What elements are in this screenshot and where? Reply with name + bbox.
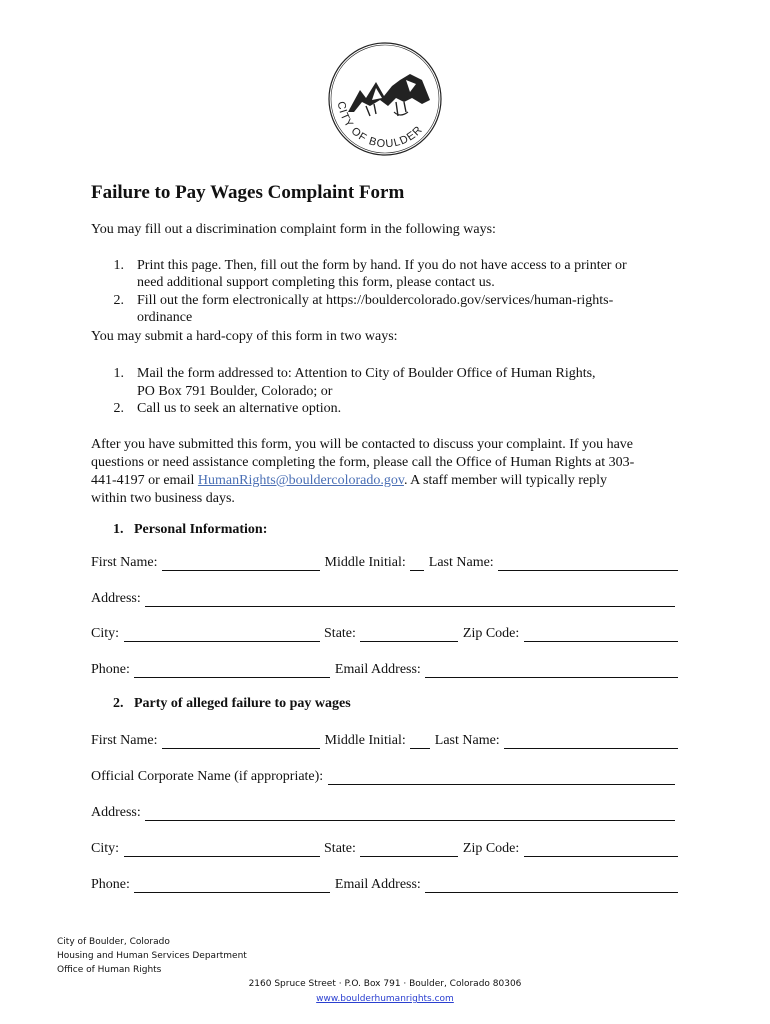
list-item: Fill out the form electronically at https://bouldercolorado.gov/services/human-rights- bbox=[137, 293, 614, 308]
s2-name-row bbox=[91, 729, 679, 749]
after-text: . A staff member will typically reply bbox=[403, 473, 608, 488]
last-name-label: Last Name: bbox=[425, 555, 498, 570]
page-title: Failure to Pay Wages Complaint Form bbox=[91, 182, 405, 203]
email-label: Email Address: bbox=[331, 662, 425, 677]
city-field[interactable] bbox=[124, 627, 320, 642]
section1-heading: 1. Personal Information: bbox=[113, 522, 268, 537]
after-text: 441-4197 or email bbox=[91, 473, 198, 488]
state-field[interactable] bbox=[360, 842, 458, 857]
phone-field[interactable] bbox=[134, 663, 330, 678]
last-name-field[interactable] bbox=[498, 556, 678, 571]
list-number: 1. bbox=[113, 366, 124, 381]
city-field[interactable] bbox=[124, 842, 320, 857]
middle-initial-label: Middle Initial: bbox=[321, 555, 410, 570]
middle-initial-field[interactable] bbox=[410, 734, 430, 749]
after-line: questions or need assistance completing the form, please call the Office of Human Rights at 303- bbox=[91, 455, 635, 470]
footer-line: Office of Human Rights bbox=[57, 965, 162, 975]
svg-text:CITY OF BOULDER: CITY OF BOULDER bbox=[334, 100, 426, 151]
s1-city-row bbox=[91, 622, 679, 642]
email-field[interactable] bbox=[425, 878, 678, 893]
city-label: City: bbox=[91, 841, 123, 856]
list-item: Mail the form addressed to: Attention to City of Boulder Office of Human Rights, bbox=[137, 366, 596, 381]
list-number: 2. bbox=[113, 293, 124, 308]
seal-text bbox=[326, 40, 444, 158]
state-label: State: bbox=[320, 626, 360, 641]
zip-field[interactable] bbox=[524, 842, 678, 857]
s1-phone-row bbox=[91, 658, 679, 678]
list-item-cont: ordinance bbox=[137, 310, 193, 325]
list-number: 1. bbox=[113, 258, 124, 273]
list-number: 2. bbox=[113, 401, 124, 416]
email-link[interactable]: HumanRights@bouldercolorado.gov bbox=[197, 473, 404, 488]
email-label: Email Address: bbox=[331, 877, 425, 892]
middle-initial-field[interactable] bbox=[410, 556, 424, 571]
after-line: within two business days. bbox=[91, 491, 235, 506]
list-item: Call us to seek an alternative option. bbox=[137, 401, 342, 416]
state-label: State: bbox=[320, 841, 360, 856]
s2-city-row bbox=[91, 837, 679, 857]
zip-field[interactable] bbox=[524, 627, 678, 642]
city-label: City: bbox=[91, 626, 123, 641]
state-field[interactable] bbox=[360, 627, 458, 642]
phone-field[interactable] bbox=[134, 878, 330, 893]
after-paragraph bbox=[91, 436, 634, 508]
first-name-label: First Name: bbox=[91, 733, 161, 748]
first-name-label: First Name: bbox=[91, 555, 161, 570]
zip-label: Zip Code: bbox=[459, 626, 523, 641]
after-line bbox=[91, 472, 634, 490]
email-field[interactable] bbox=[425, 663, 678, 678]
s2-address-row bbox=[91, 801, 679, 821]
website-link[interactable]: www.boulderhumanrights.com bbox=[316, 994, 454, 1004]
first-name-field[interactable] bbox=[162, 734, 320, 749]
footer-org bbox=[57, 935, 247, 977]
footer-address: 2160 Spruce Street · P.O. Box 791 · Boulder, Colorado 80306 bbox=[248, 979, 522, 989]
address-label: Address: bbox=[91, 805, 145, 820]
middle-initial-label: Middle Initial: bbox=[321, 733, 410, 748]
s2-corporate-row bbox=[91, 765, 679, 785]
s1-name-row bbox=[91, 551, 679, 571]
phone-label: Phone: bbox=[91, 877, 134, 892]
footer-line: City of Boulder, Colorado bbox=[57, 937, 170, 947]
s1-address-row bbox=[91, 587, 679, 607]
after-line: After you have submitted this form, you will be contacted to discuss your complaint. If you have bbox=[91, 437, 633, 452]
last-name-label: Last Name: bbox=[431, 733, 504, 748]
list-item-cont: need additional support completing this form, please contact us. bbox=[137, 275, 495, 290]
footer-line: Housing and Human Services Department bbox=[57, 951, 247, 961]
corporate-name-field[interactable] bbox=[328, 770, 675, 785]
first-name-field[interactable] bbox=[162, 556, 320, 571]
address-label: Address: bbox=[91, 591, 145, 606]
section2-heading: 2. Party of alleged failure to pay wages bbox=[113, 696, 351, 711]
s2-phone-row bbox=[91, 873, 679, 893]
last-name-field[interactable] bbox=[504, 734, 678, 749]
list-item: Print this page. Then, fill out the form by hand. If you do not have access to a printer or bbox=[137, 258, 627, 273]
list-item-cont: PO Box 791 Boulder, Colorado; or bbox=[137, 384, 333, 399]
intro-text: You may fill out a discrimination complaint form in the following ways: bbox=[91, 222, 496, 237]
address-field[interactable] bbox=[145, 592, 675, 607]
submit-intro-text: You may submit a hard-copy of this form in two ways: bbox=[91, 329, 398, 344]
address-field[interactable] bbox=[145, 806, 675, 821]
zip-label: Zip Code: bbox=[459, 841, 523, 856]
footer-website-link bbox=[0, 992, 770, 1006]
phone-label: Phone: bbox=[91, 662, 134, 677]
corporate-name-label: Official Corporate Name (if appropriate): bbox=[91, 769, 327, 784]
